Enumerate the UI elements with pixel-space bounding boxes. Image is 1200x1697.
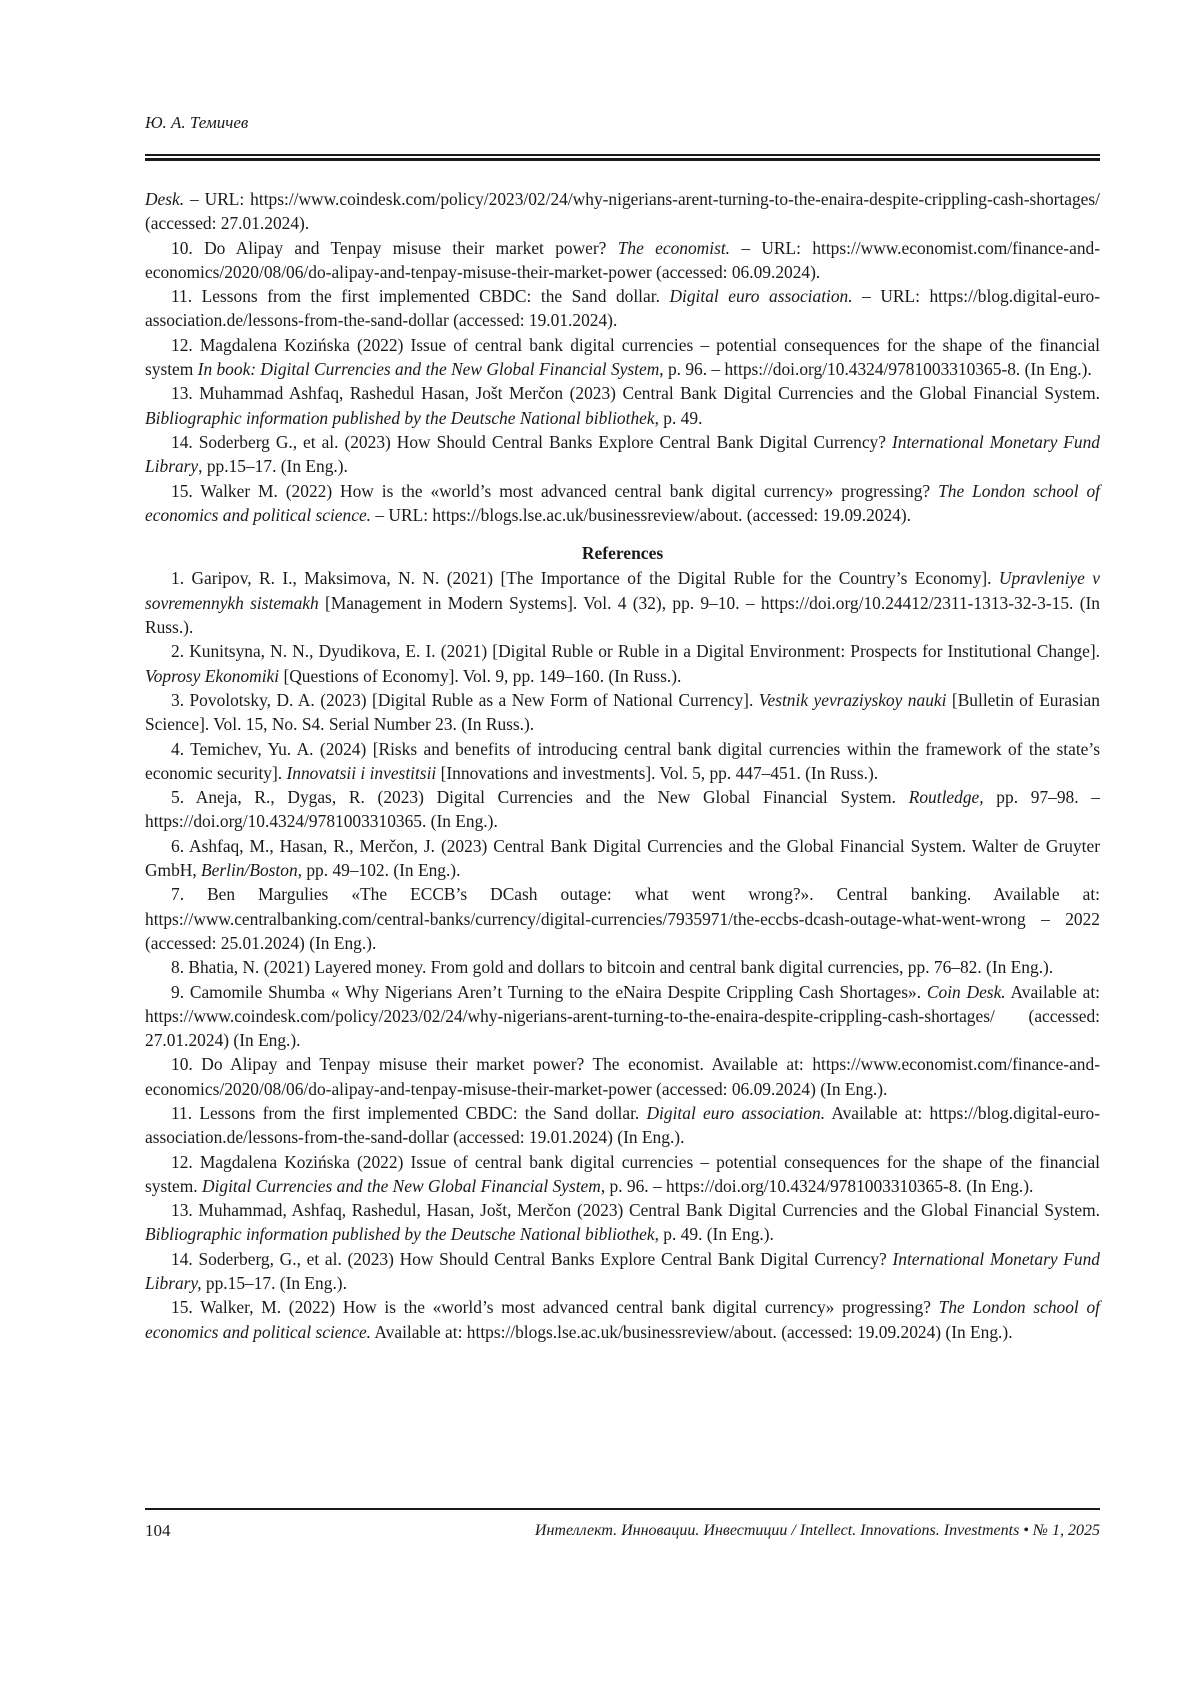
text: [Questions of Economy]. Vol. 9, pp. 149–160. (In Russ.).	[279, 666, 681, 686]
text: 8. Bhatia, N. (2021) Layered money. From gold and dollars to bitcoin and central bank digital currencies, pp. 76–82. (In Eng.).	[171, 957, 1053, 977]
reference-entry	[145, 834, 1100, 883]
italic-text: Berlin/Boston,	[201, 860, 302, 880]
italic-text: Coin Desk.	[927, 982, 1006, 1002]
reference-entry	[145, 566, 1100, 639]
source-entry	[145, 284, 1100, 333]
reference-entry	[145, 882, 1100, 955]
references-list	[145, 566, 1100, 1344]
italic-text: Voprosy Ekonomiki	[145, 666, 279, 686]
text: Available at: https://blogs.lse.ac.uk/businessreview/about. (accessed: 19.09.2024) (In Eng.).	[371, 1322, 1013, 1342]
text: 12. Magdalena Kozińska (2022) Issue of central bank digital currencies – potential consequences for the shape of the financial system	[145, 335, 1100, 379]
reference-entry	[145, 688, 1100, 737]
italic-text: Digital euro association.	[647, 1103, 826, 1123]
text: pp. 49–102. (In Eng.).	[302, 860, 460, 880]
text: 15. Walker, M. (2022) How is the «world’s most advanced central bank digital currency» progressing?	[171, 1297, 939, 1317]
footer-rule	[145, 1508, 1100, 1510]
italic-text: Upravleniye v sovremennykh sistemakh	[145, 568, 1100, 612]
italic-text: The London school of economics and political science.	[145, 1297, 1100, 1341]
text: 11. Lessons from the first implemented CBDC: the Sand dollar.	[171, 286, 669, 306]
reference-entry	[145, 1247, 1100, 1296]
text: 10. Do Alipay and Tenpay misuse their market power?	[171, 238, 618, 258]
source-entry	[145, 333, 1100, 382]
reference-entry	[145, 785, 1100, 834]
reference-entry	[145, 1198, 1100, 1247]
text: 14. Soderberg, G., et al. (2023) How Should Central Banks Explore Central Bank Digital Currency?	[171, 1249, 892, 1269]
italic-text: Vestnik yevraziyskoy nauki	[759, 690, 947, 710]
italic-text: The London school of economics and political science.	[145, 481, 1100, 525]
text: 4. Temichev, Yu. A. (2024) [Risks and benefits of introducing central bank digital currencies within the framework of the state’s economic security].	[145, 739, 1100, 783]
text: 3. Povolotsky, D. A. (2023) [Digital Ruble as a New Form of National Currency].	[171, 690, 759, 710]
italic-text: International Monetary Fund Library	[145, 432, 1100, 476]
text: 13. Muhammad Ashfaq, Rashedul Hasan, Jošt Merčon (2023) Central Bank Digital Currencies and the Global Financial System.	[171, 383, 1100, 403]
text: 2. Kunitsyna, N. N., Dyudikova, E. I. (2021) [Digital Ruble or Ruble in a Digital Environment: Prospects for Institutional Change].	[171, 641, 1100, 661]
text: – URL: https://www.economist.com/finance-and-economics/2020/08/06/do-alipay-and-tenpay-misuse-their-market-power (accessed: 06.09.2024).	[145, 238, 1100, 282]
italic-text: Digital Currencies and the New Global Financial System	[202, 1176, 601, 1196]
italic-text: In book: Digital Currencies and the New Global Financial System	[198, 359, 660, 379]
text: Available at: https://www.coindesk.com/policy/2023/02/24/why-nigerians-arent-turning-to-the-enaira-despite-crippling-cash-shortages/ (accessed: 27.01.2024) (In Eng.).	[145, 982, 1100, 1051]
text: 7. Ben Margulies «The ECCB’s DCash outage: what went wrong?». Central banking. Available at: https://www.centralbanking.com/central-banks/currency/digital-currencies/7935971/the-eccbs-dcash-outage-what-went-wrong – 2022 (accessed: 25.01.2024) (In Eng.).	[145, 884, 1100, 953]
text: 15. Walker M. (2022) How is the «world’s most advanced central bank digital currency» progressing?	[171, 481, 938, 501]
reference-entry	[145, 980, 1100, 1053]
italic-text: Bibliographic information published by the Deutsche National bibliothek	[145, 408, 655, 428]
page-number: 104	[145, 1521, 171, 1541]
text: 6. Ashfaq, M., Hasan, R., Merčon, J. (2023) Central Bank Digital Currencies and the Global Financial System. Walter de Gruyter GmbH,	[145, 836, 1100, 880]
text: pp. 97–98. – https://doi.org/10.4324/9781003310365. (In Eng.).	[145, 787, 1100, 831]
references-heading: References	[145, 541, 1100, 565]
text: , p. 49.	[655, 408, 703, 428]
italic-text: Innovatsii i investitsii	[287, 763, 437, 783]
source-entry	[145, 381, 1100, 430]
text: pp.15–17. (In Eng.).	[202, 1273, 347, 1293]
italic-text: The economist.	[618, 238, 730, 258]
source-entry	[145, 430, 1100, 479]
journal-title: Интеллект. Инновации. Инвестиции / Intellect. Innovations. Investments • № 1, 2025	[535, 1522, 1100, 1540]
text: Available at: https://blog.digital-euro-association.de/lessons-from-the-sand-dollar (accessed: 19.01.2024) (In Eng.).	[145, 1103, 1100, 1147]
italic-text: Desk.	[145, 189, 184, 209]
source-entry	[145, 236, 1100, 285]
running-header-author: Ю. А. Темичев	[145, 113, 248, 133]
italic-text: Bibliographic information published by the Deutsche National bibliothek	[145, 1224, 655, 1244]
header-double-rule	[145, 154, 1100, 161]
text: – URL: https://blogs.lse.ac.uk/businessreview/about. (accessed: 19.09.2024).	[371, 505, 911, 525]
reference-entry	[145, 1150, 1100, 1199]
italic-text: Digital euro association.	[669, 286, 852, 306]
source-entry	[145, 187, 1100, 236]
text: 5. Aneja, R., Dygas, R. (2023) Digital Currencies and the New Global Financial System.	[171, 787, 909, 807]
text: , p. 96. – https://doi.org/10.4324/9781003310365-8. (In Eng.).	[601, 1176, 1034, 1196]
italic-text: Routledge,	[909, 787, 984, 807]
text: – URL: https://www.coindesk.com/policy/2023/02/24/why-nigerians-arent-turning-to-the-enaira-despite-crippling-cash-shortages/ (accessed: 27.01.2024).	[145, 189, 1100, 233]
text: 11. Lessons from the first implemented CBDC: the Sand dollar.	[171, 1103, 647, 1123]
text: 13. Muhammad, Ashfaq, Rashedul, Hasan, Jošt, Merčon (2023) Central Bank Digital Currencies and the Global Financial System.	[171, 1200, 1100, 1220]
text: 12. Magdalena Kozińska (2022) Issue of central bank digital currencies – potential consequences for the shape of the financial system.	[145, 1152, 1100, 1196]
text: [Management in Modern Systems]. Vol. 4 (32), pp. 9–10. – https://doi.org/10.24412/2311-1313-32-3-15. (In Russ.).	[145, 593, 1100, 637]
reference-entry	[145, 737, 1100, 786]
source-entry	[145, 479, 1100, 528]
text: 1. Garipov, R. I., Maksimova, N. N. (2021) [The Importance of the Digital Ruble for the Country’s Economy].	[171, 568, 999, 588]
text: 9. Camomile Shumba « Why Nigerians Aren’t Turning to the eNaira Despite Crippling Cash Shortages».	[171, 982, 927, 1002]
text: – URL: https://blog.digital-euro-association.de/lessons-from-the-sand-dollar (accessed: 19.01.2024).	[145, 286, 1100, 330]
reference-entry	[145, 955, 1100, 979]
reference-entry	[145, 1052, 1100, 1101]
text: , p. 96. – https://doi.org/10.4324/9781003310365-8. (In Eng.).	[659, 359, 1092, 379]
text: [Innovations and investments]. Vol. 5, pp. 447–451. (In Russ.).	[436, 763, 878, 783]
text: , p. 49. (In Eng.).	[655, 1224, 774, 1244]
sources-list	[145, 187, 1100, 527]
body-text	[145, 187, 1100, 1344]
text: [Bulletin of Eurasian Science]. Vol. 15, No. S4. Serial Number 23. (In Russ.).	[145, 690, 1100, 734]
reference-entry	[145, 1295, 1100, 1344]
reference-entry	[145, 1101, 1100, 1150]
reference-entry	[145, 639, 1100, 688]
text: 10. Do Alipay and Tenpay misuse their market power? The economist. Available at: https://www.economist.com/finance-and-economics/2020/08/06/do-alipay-and-tenpay-misuse-their-market-power (accessed: 06.09.2024) (In Eng.).	[145, 1054, 1100, 1098]
text: 14. Soderberg G., et al. (2023) How Should Central Banks Explore Central Bank Digital Currency?	[171, 432, 892, 452]
italic-text: International Monetary Fund Library,	[145, 1249, 1100, 1293]
text: , pp.15–17. (In Eng.).	[198, 456, 348, 476]
